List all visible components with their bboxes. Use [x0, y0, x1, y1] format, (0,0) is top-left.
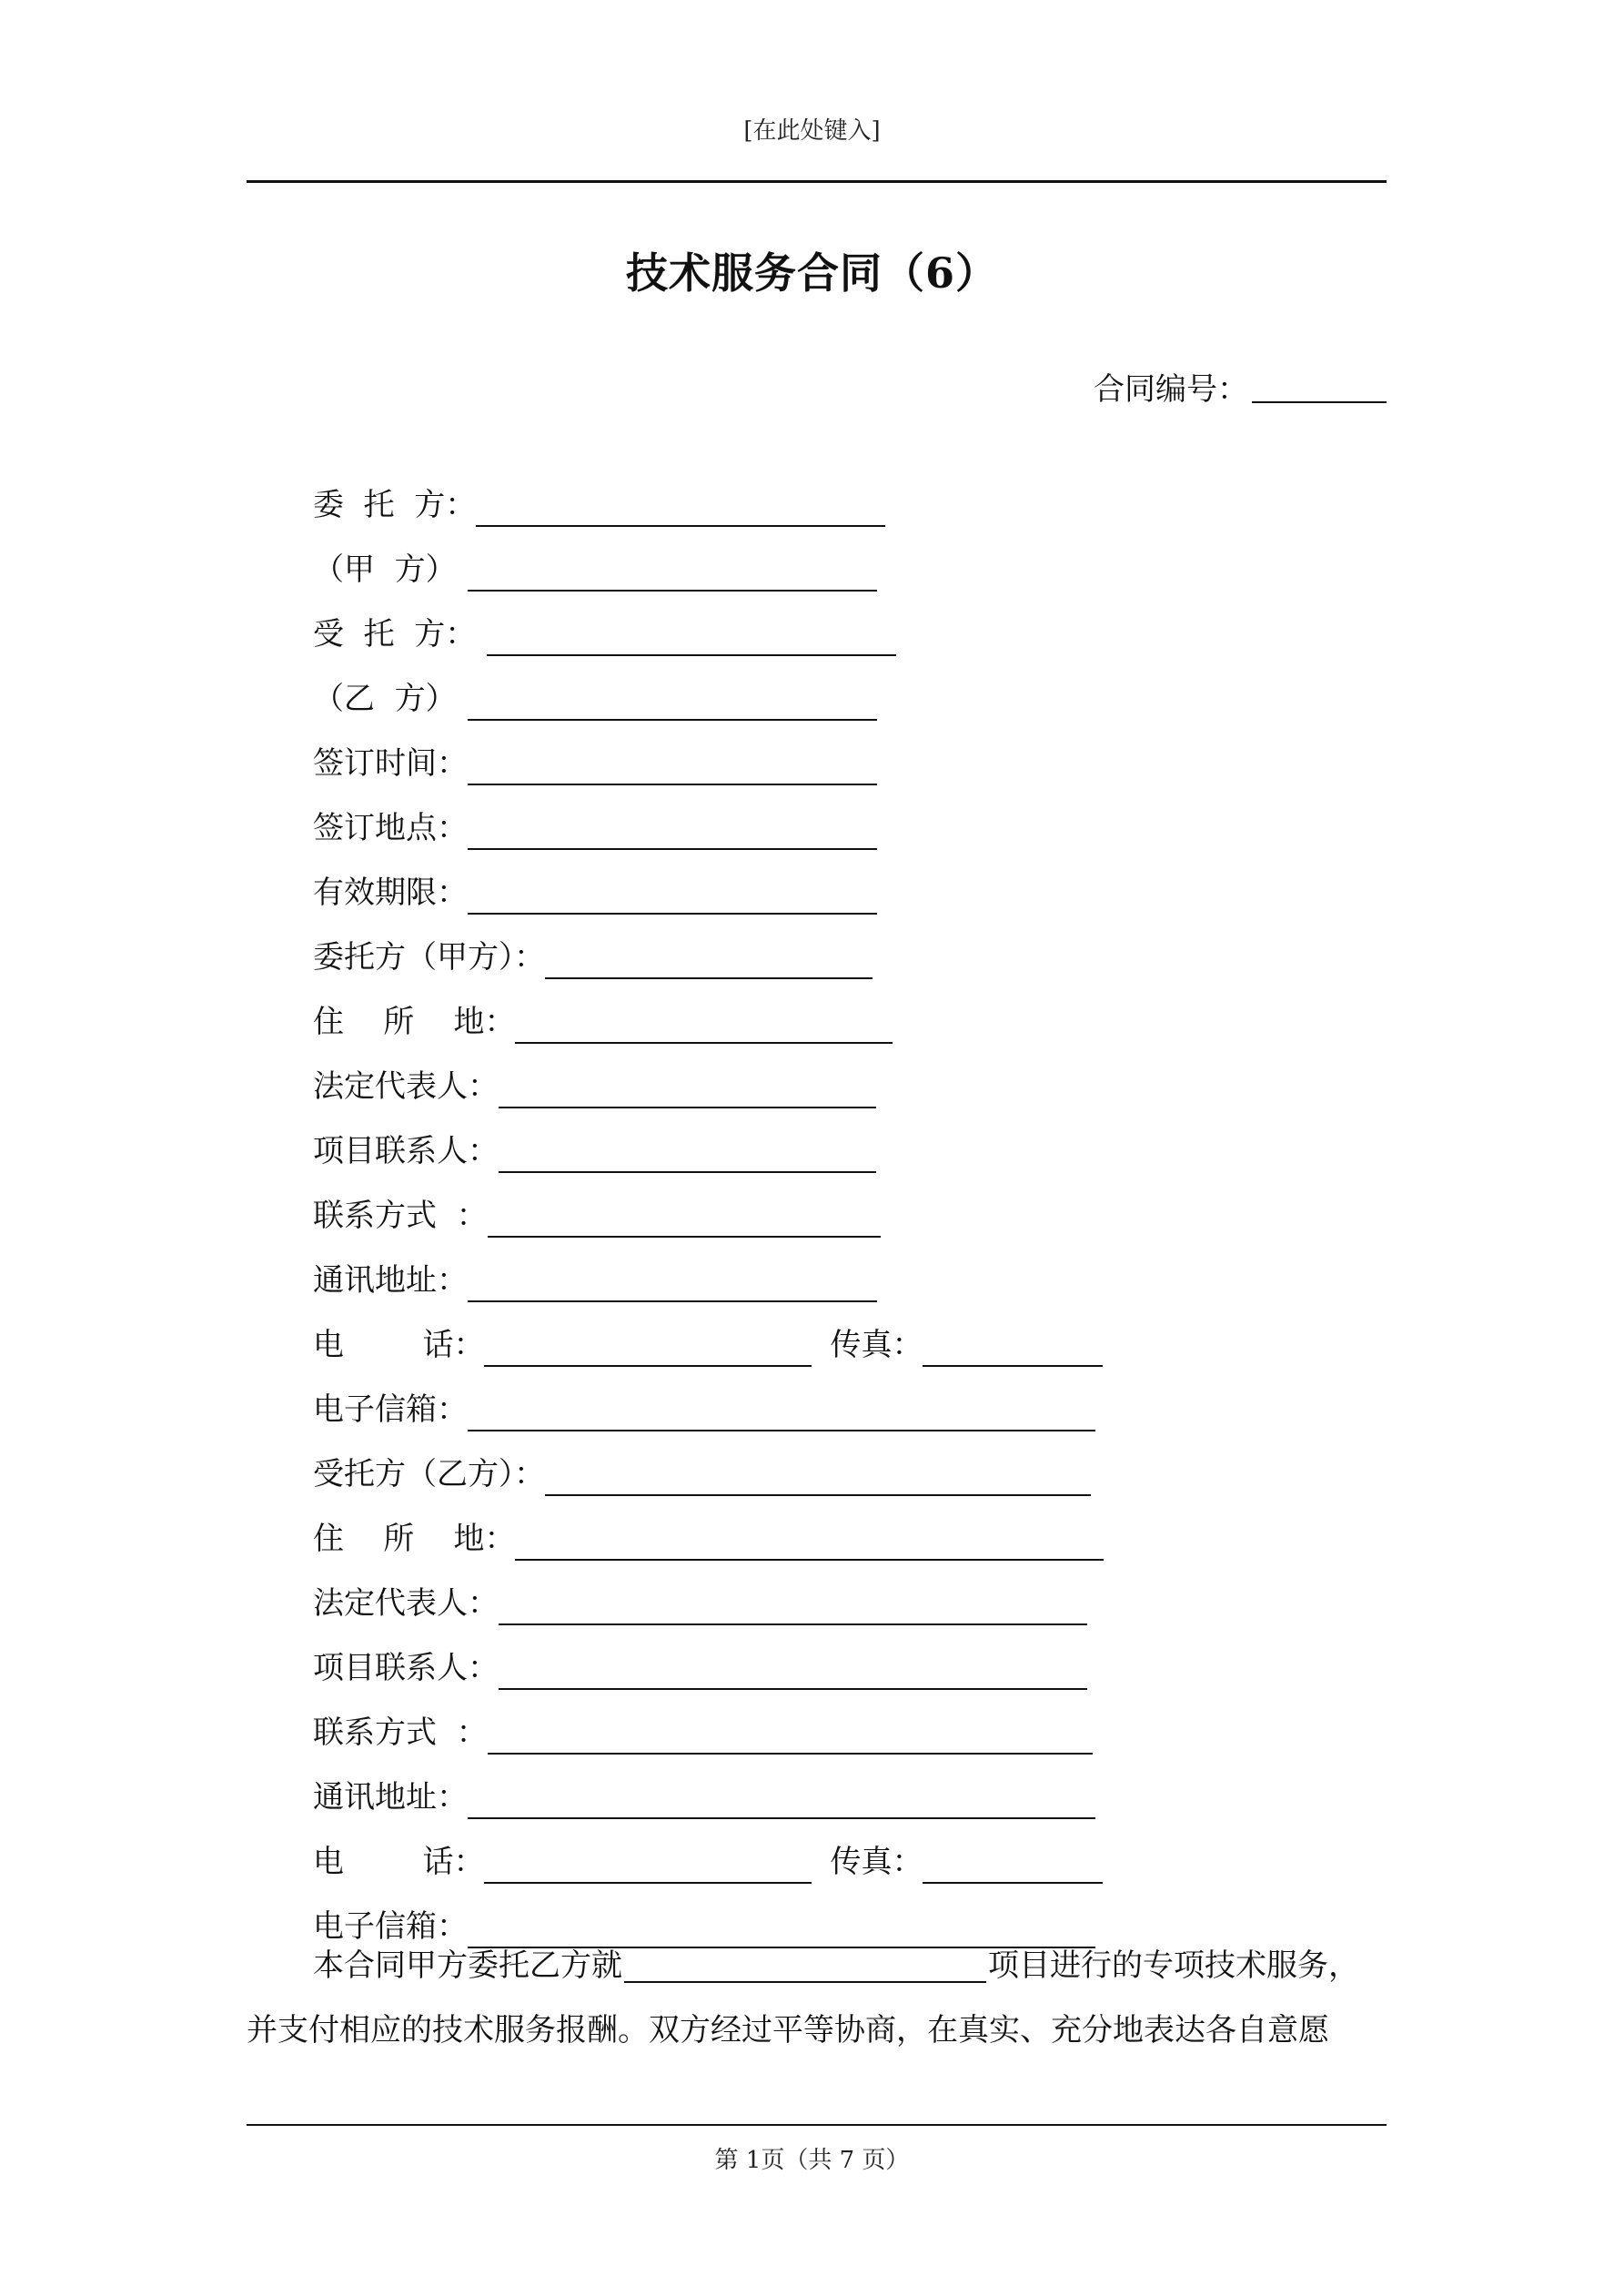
party-a-fax-field[interactable] — [923, 1334, 1103, 1367]
contract-intro-paragraph — [247, 1934, 1387, 2063]
party-b-fax-label: 传真： — [830, 1844, 923, 1880]
party-a-contact-method-label: 联系方式 ： — [313, 1198, 488, 1234]
field-row — [313, 1118, 1223, 1182]
header-placeholder[interactable]: [在此处键入] — [743, 117, 881, 145]
field-row — [313, 988, 1223, 1053]
party-a-legal-rep-field[interactable] — [499, 1076, 876, 1108]
paragraph-text-after-blank: 项目进行的专项技术服务， — [988, 1947, 1359, 1984]
party-b-fax-field[interactable] — [923, 1851, 1103, 1884]
party-a-name-label: 委托方（甲方）： — [313, 939, 545, 976]
contract-number-label: 合同编号： — [1094, 371, 1248, 408]
validity-period-label: 有效期限： — [313, 875, 468, 911]
footer-divider — [247, 2124, 1387, 2126]
field-row — [313, 1828, 1223, 1893]
field-row — [313, 1505, 1223, 1570]
signing-time-field[interactable] — [468, 753, 877, 785]
party-a-phone-field[interactable] — [484, 1334, 812, 1367]
field-row — [313, 1182, 1223, 1247]
party-a-fax-label: 传真： — [830, 1327, 923, 1363]
party-b-legal-rep-field[interactable] — [499, 1593, 1087, 1625]
field-row — [313, 924, 1223, 988]
document-title: 技术服务合同（6） — [625, 248, 998, 298]
party-a-label: （甲 方） — [313, 551, 457, 588]
field-row — [313, 1699, 1223, 1764]
party-b-name-field[interactable] — [545, 1463, 1091, 1496]
party-b-label: （乙 方） — [313, 681, 457, 717]
party-fields — [313, 471, 1223, 1957]
project-name-field[interactable] — [624, 1950, 986, 1983]
signing-time-label: 签订时间： — [313, 745, 468, 782]
paragraph-text-before-blank: 本合同甲方委托乙方就 — [313, 1947, 622, 1984]
party-b-contact-field[interactable] — [499, 1657, 1087, 1690]
party-b-mailing-address-label: 通讯地址： — [313, 1779, 468, 1816]
party-a-mailing-address-field[interactable] — [468, 1269, 877, 1302]
signing-place-field[interactable] — [468, 817, 877, 850]
client-label: 委 托 方： — [313, 487, 477, 523]
paragraph-line-2: 并支付相应的技术服务报酬。双方经过平等协商，在真实、充分地表达各自意愿 — [247, 2012, 1329, 2048]
party-a-legal-rep-label: 法定代表人： — [313, 1068, 499, 1105]
contractor-field[interactable] — [487, 623, 896, 656]
field-row — [313, 471, 1223, 536]
field-row — [313, 665, 1223, 730]
party-a-email-field[interactable] — [468, 1399, 1095, 1431]
party-a-name-field[interactable] — [545, 946, 873, 979]
party-b-address-field[interactable] — [515, 1528, 1104, 1561]
party-b-phone-field[interactable] — [484, 1851, 812, 1884]
field-row — [313, 1441, 1223, 1505]
party-a-contact-method-field[interactable] — [488, 1205, 881, 1238]
party-a-address-label: 住 所 地： — [313, 1004, 516, 1040]
field-row — [313, 859, 1223, 924]
field-row — [313, 601, 1223, 665]
party-a-email-label: 电子信箱： — [313, 1391, 468, 1428]
party-b-contact-method-field[interactable] — [488, 1722, 1093, 1755]
party-b-field[interactable] — [468, 688, 877, 721]
field-row — [313, 730, 1223, 794]
field-row — [313, 1311, 1223, 1376]
contract-number-row — [1094, 368, 1387, 411]
party-b-contact-label: 项目联系人： — [313, 1650, 499, 1686]
header-divider — [247, 180, 1387, 183]
party-a-mailing-address-label: 通讯地址： — [313, 1262, 468, 1299]
field-row — [313, 1376, 1223, 1441]
contract-number-field[interactable] — [1252, 370, 1387, 403]
party-b-legal-rep-label: 法定代表人： — [313, 1585, 499, 1622]
field-row — [313, 1053, 1223, 1118]
party-a-contact-label: 项目联系人： — [313, 1133, 499, 1169]
field-row — [313, 1570, 1223, 1634]
field-row — [313, 794, 1223, 859]
field-row — [313, 1764, 1223, 1828]
validity-period-field[interactable] — [468, 882, 877, 915]
client-field[interactable] — [476, 494, 885, 527]
party-a-field[interactable] — [468, 559, 877, 592]
party-b-contact-method-label: 联系方式 ： — [313, 1714, 488, 1751]
page-indicator: 第 1页（共 7 页） — [714, 2147, 910, 2174]
party-a-address-field[interactable] — [515, 1011, 893, 1044]
party-a-phone-label: 电 话： — [313, 1327, 485, 1363]
party-b-address-label: 住 所 地： — [313, 1521, 516, 1557]
field-row — [313, 536, 1223, 601]
field-row — [313, 1634, 1223, 1699]
party-b-email-label: 电子信箱： — [313, 1908, 468, 1945]
party-b-mailing-address-field[interactable] — [468, 1786, 1095, 1819]
party-b-phone-label: 电 话： — [313, 1844, 485, 1880]
party-a-contact-field[interactable] — [499, 1140, 876, 1173]
contractor-label: 受 托 方： — [313, 616, 477, 652]
paragraph-line-1 — [247, 1934, 1387, 1998]
field-row — [313, 1247, 1223, 1311]
party-b-name-label: 受托方（乙方）： — [313, 1456, 545, 1492]
signing-place-label: 签订地点： — [313, 810, 468, 846]
